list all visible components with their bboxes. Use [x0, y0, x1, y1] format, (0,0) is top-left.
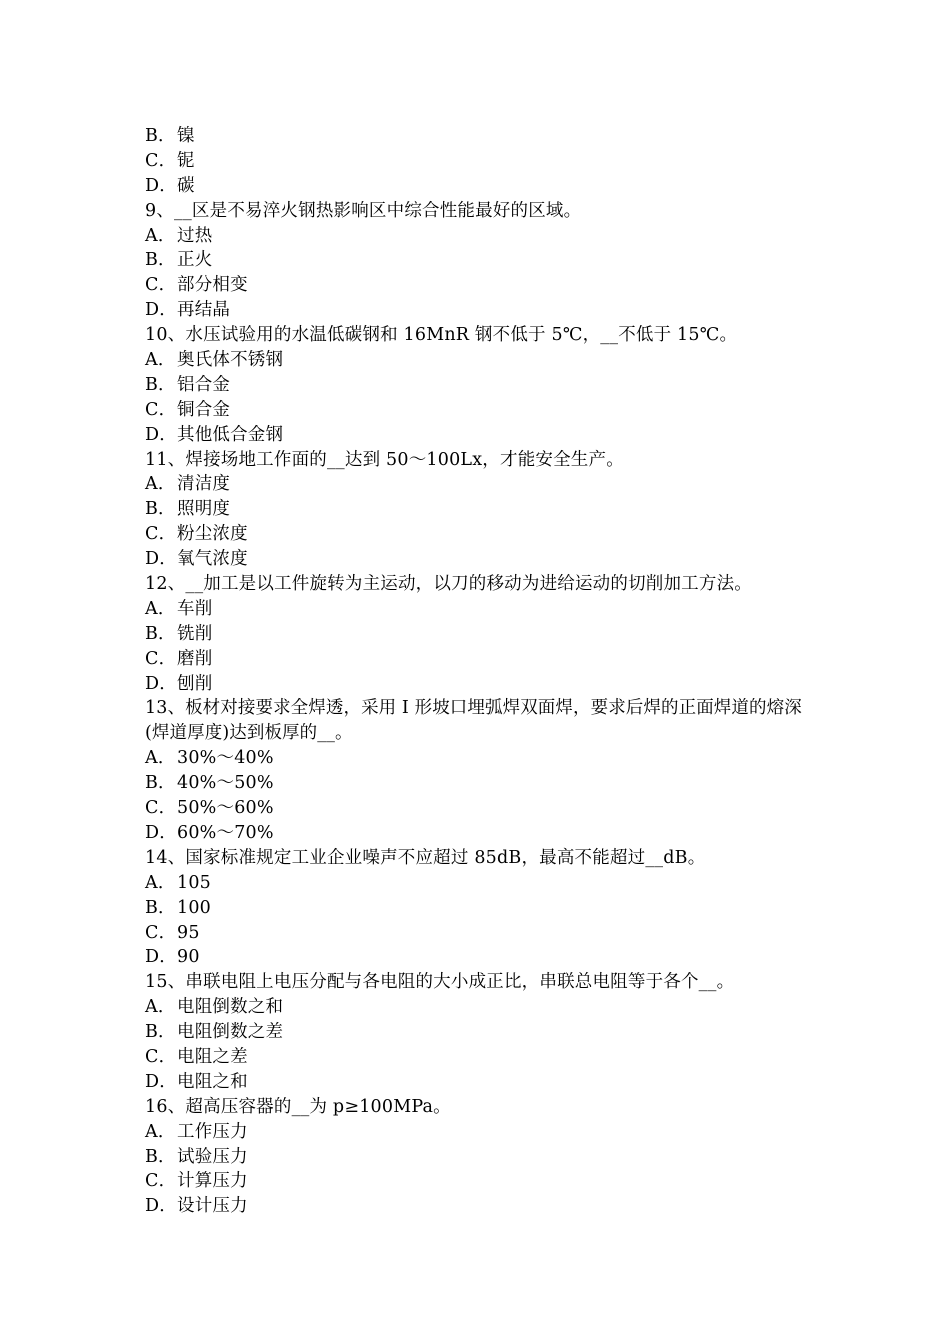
option-letter: B．	[145, 773, 176, 794]
option-text: 奥氏体不锈钢	[177, 350, 284, 371]
option-text: 计算压力	[177, 1171, 248, 1192]
answer-option	[145, 522, 825, 547]
option-text: 40%～50%	[177, 773, 274, 794]
option-text: 照明度	[177, 499, 231, 520]
option-letter: D．	[145, 947, 177, 968]
answer-option	[145, 622, 825, 647]
option-text: 50%～60%	[177, 798, 274, 819]
answer-option	[145, 547, 825, 572]
option-text: 过热	[177, 225, 213, 246]
option-text: 部分相变	[177, 275, 248, 296]
option-text: 60%～70%	[177, 822, 274, 843]
question-text: 14、国家标准规定工业企业噪声不应超过 85dB，最高不能超过__dB。	[145, 847, 706, 868]
answer-option	[145, 348, 825, 373]
answer-option	[145, 124, 825, 149]
option-letter: B．	[145, 1022, 176, 1043]
answer-option	[145, 248, 825, 273]
answer-option	[145, 1194, 825, 1219]
option-letter: B．	[145, 374, 176, 395]
answer-option	[145, 821, 825, 846]
option-letter: B．	[145, 1146, 176, 1167]
option-text: 正火	[177, 250, 213, 271]
option-letter: D．	[145, 549, 177, 570]
option-text: 电阻倒数之差	[177, 1022, 284, 1043]
answer-option	[145, 995, 825, 1020]
answer-option	[145, 224, 825, 249]
answer-option	[145, 647, 825, 672]
answer-option	[145, 796, 825, 821]
option-letter: B．	[145, 499, 176, 520]
answer-option	[145, 945, 825, 970]
option-text: 电阻之和	[177, 1071, 248, 1092]
option-letter: D．	[145, 424, 177, 445]
option-text: 工作压力	[177, 1121, 248, 1142]
answer-option	[145, 174, 825, 199]
answer-option	[145, 871, 825, 896]
question-text: 11、焊接场地工作面的__达到 50～100Lx，才能安全生产。	[145, 449, 624, 470]
option-text: 试验压力	[177, 1146, 248, 1167]
option-letter: B．	[145, 250, 176, 271]
option-letter: C．	[145, 648, 177, 669]
option-text: 电阻倒数之和	[177, 997, 284, 1018]
option-letter: A．	[145, 748, 176, 769]
answer-option	[145, 1070, 825, 1095]
answer-option	[145, 1120, 825, 1145]
answer-option	[145, 921, 825, 946]
answer-option	[145, 472, 825, 497]
option-text: 电阻之差	[177, 1046, 248, 1067]
option-letter: A．	[145, 997, 176, 1018]
answer-option	[145, 373, 825, 398]
option-letter: A．	[145, 474, 176, 495]
question-text: 13、板材对接要求全焊透，采用 I 形坡口埋弧焊双面焊，要求后焊的正面焊道的熔深(焊道厚度)达到板厚的__。	[145, 698, 802, 744]
option-letter: C．	[145, 275, 177, 296]
option-letter: A．	[145, 872, 176, 893]
option-text: 镍	[177, 126, 195, 146]
option-letter: D．	[145, 822, 177, 843]
option-letter: C．	[145, 524, 177, 545]
option-letter: C．	[145, 922, 177, 943]
question-text: 15、串联电阻上电压分配与各电阻的大小成正比，串联总电阻等于各个__。	[145, 972, 735, 993]
answer-option	[145, 672, 825, 697]
option-text: 铌	[177, 150, 195, 171]
question-text: 9、__区是不易淬火钢热影响区中综合性能最好的区域。	[145, 200, 582, 221]
answer-option	[145, 771, 825, 796]
option-letter: A．	[145, 598, 176, 619]
option-letter: C．	[145, 150, 177, 171]
option-letter: A．	[145, 350, 176, 371]
option-text: 设计压力	[177, 1196, 248, 1217]
option-letter: B．	[145, 126, 176, 146]
option-text: 磨削	[177, 648, 213, 669]
option-letter: A．	[145, 225, 176, 246]
option-text: 其他低合金钢	[177, 424, 284, 445]
question-text: 12、__加工是以工件旋转为主运动，以刀的移动为进给运动的切削加工方法。	[145, 574, 752, 595]
question-text: 10、水压试验用的水温低碳钢和 16MnR 钢不低于 5℃，__不低于 15℃。	[145, 325, 738, 346]
answer-option	[145, 497, 825, 522]
answer-option	[145, 273, 825, 298]
answer-option	[145, 1045, 825, 1070]
answer-option	[145, 746, 825, 771]
answer-option	[145, 423, 825, 448]
option-letter: B．	[145, 623, 176, 644]
exam-question-list	[145, 124, 825, 1219]
option-text: 90	[177, 947, 200, 968]
option-text: 刨削	[177, 673, 213, 694]
option-letter: B．	[145, 897, 176, 918]
question-text: 16、超高压容器的__为 p≥100MPa。	[145, 1096, 451, 1117]
option-letter: D．	[145, 1196, 177, 1217]
option-letter: D．	[145, 673, 177, 694]
answer-option	[145, 298, 825, 323]
option-text: 氧气浓度	[177, 549, 248, 570]
option-text: 粉尘浓度	[177, 524, 248, 545]
option-letter: D．	[145, 1071, 177, 1092]
option-letter: C．	[145, 798, 177, 819]
answer-option	[145, 896, 825, 921]
option-letter: A．	[145, 1121, 176, 1142]
option-letter: C．	[145, 1046, 177, 1067]
option-text: 95	[177, 922, 200, 943]
option-letter: D．	[145, 175, 177, 196]
option-text: 铜合金	[177, 399, 231, 420]
option-text: 铝合金	[177, 374, 231, 395]
option-text: 105	[177, 872, 212, 893]
option-text: 车削	[177, 598, 213, 619]
option-text: 30%～40%	[177, 748, 274, 769]
answer-option	[145, 1145, 825, 1170]
option-text: 100	[177, 897, 212, 918]
answer-option	[145, 398, 825, 423]
answer-option	[145, 597, 825, 622]
option-letter: C．	[145, 1171, 177, 1192]
answer-option	[145, 149, 825, 174]
answer-option	[145, 1169, 825, 1194]
option-text: 再结晶	[177, 300, 231, 321]
option-text: 碳	[177, 175, 195, 196]
answer-option	[145, 1020, 825, 1045]
option-letter: C．	[145, 399, 177, 420]
option-text: 清洁度	[177, 474, 231, 495]
option-text: 铣削	[177, 623, 213, 644]
option-letter: D．	[145, 300, 177, 321]
